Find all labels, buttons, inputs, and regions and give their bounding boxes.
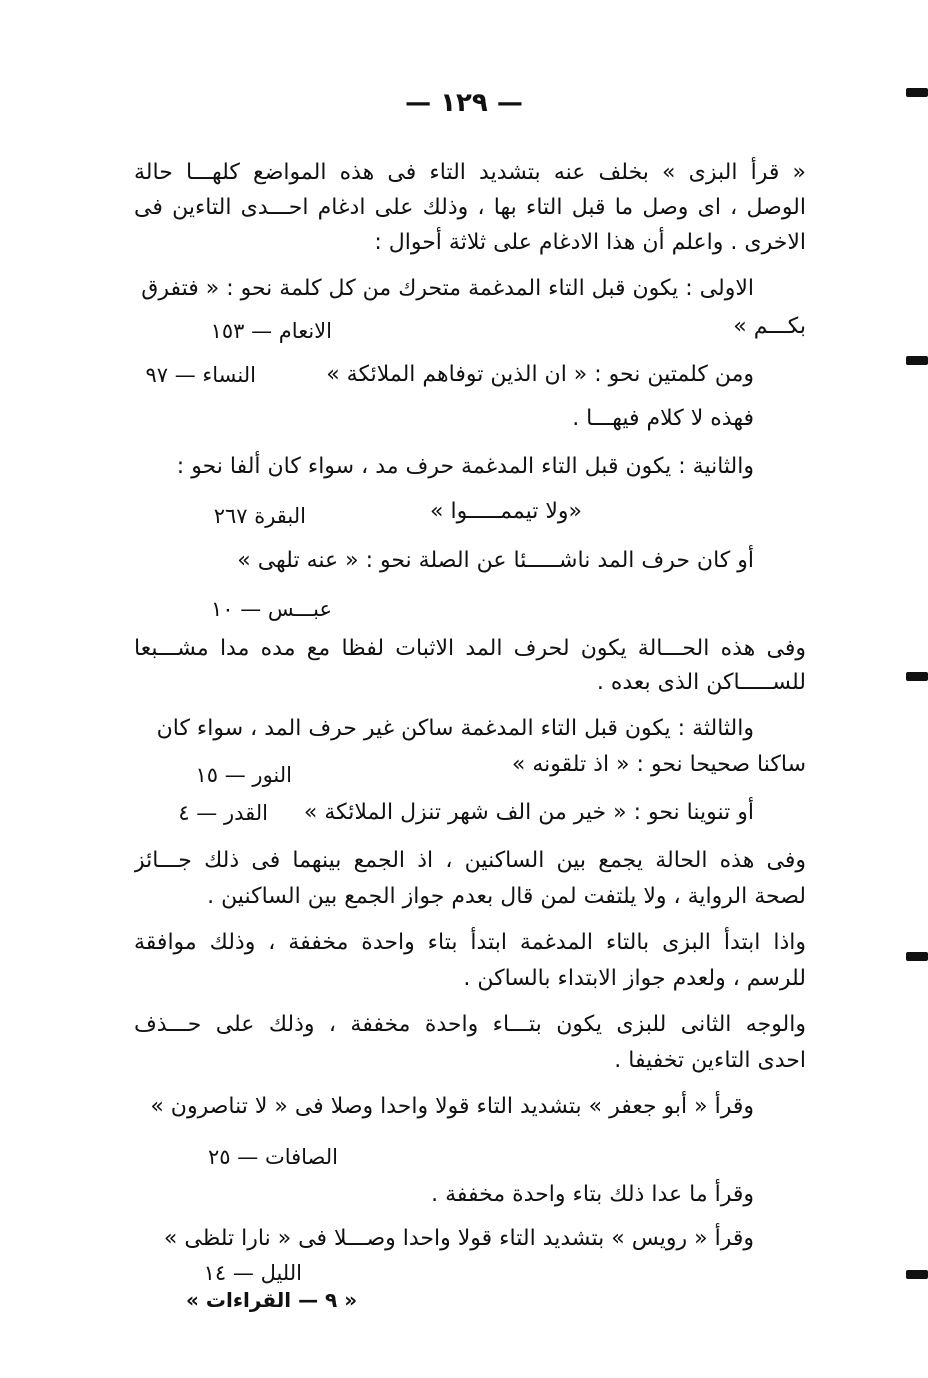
- text-line: « قرأ البزى » بخلف عنه بتشديد التاء فى هذه المواضع كلهـــا حالة: [134, 160, 806, 185]
- text-line: «ولا تيممـــــوا »: [430, 499, 582, 524]
- text-line: وقرأ « رويس » بتشديد التاء قولا واحدا وصـــلا فى « نارا تلظى »: [163, 1226, 754, 1251]
- text-line: الاخرى . واعلم أن هذا الادغام على ثلاثة أحوال :: [374, 230, 806, 255]
- text-line: للســـــاكن الذى بعده .: [596, 670, 806, 695]
- text-line: أو تنوينا نحو : « خير من الف شهر تنزل الملائكة »: [303, 800, 754, 825]
- text-line: بكـــم »: [733, 314, 806, 339]
- text-line: ومن كلمتين نحو : « ان الذين توفاهم الملائكة »: [326, 362, 754, 387]
- text-line: الاولى : يكون قبل التاء المدغمة متحرك من كل كلمة نحو : « فتفرق: [141, 276, 754, 301]
- text-line: احدى التاءين تخفيفا .: [614, 1048, 806, 1073]
- text-line: وقرأ « أبو جعفر » بتشديد التاء قولا واحدا وصلا فى « لا تناصرون »: [150, 1094, 754, 1119]
- text-line: لصحة الرواية ، ولا يلتفت لمن قال بعدم جواز الجمع بين الساكنين .: [207, 884, 806, 909]
- text-line: فهذه لا كلام فيهـــا .: [572, 406, 754, 431]
- margin-mark: [906, 1270, 928, 1279]
- text-line: وفى هذه الحـــالة يكون لحرف المد الاثبات لفظا مع مده مدا مشـــبعا: [134, 636, 806, 661]
- page-number: — ١٢٩ —: [405, 88, 523, 118]
- verse-reference: عبـــس — ١٠: [210, 597, 332, 621]
- margin-mark: [906, 952, 928, 961]
- verse-reference: النساء — ٩٧: [145, 363, 256, 387]
- footer-signature: « ٩ — القراءات »: [186, 1288, 358, 1312]
- text-line: للرسم ، ولعدم جواز الابتداء بالساكن .: [463, 966, 806, 991]
- verse-reference: الصافات — ٢٥: [208, 1145, 338, 1169]
- text-line: والثالثة : يكون قبل التاء المدغمة ساكن غير حرف المد ، سواء كان: [156, 716, 754, 741]
- text-line: وفى هذه الحالة يجمع بين الساكنين ، اذ الجمع بينهما فى ذلك جـــائز: [134, 848, 806, 873]
- verse-reference: الانعام — ١٥٣: [210, 319, 332, 343]
- text-line: والوجه الثانى للبزى يكون بتـــاء واحدة مخففة ، وذلك على حـــذف: [134, 1012, 806, 1037]
- text-line: ساكنا صحيحا نحو : « اذ تلقونه »: [511, 752, 806, 777]
- text-line: واذا ابتدأ البزى بالتاء المدغمة ابتدأ بتاء واحدة مخففة ، وذلك موافقة: [134, 930, 806, 955]
- verse-reference: القدر — ٤: [178, 801, 268, 825]
- text-line: أو كان حرف المد ناشـــــئا عن الصلة نحو : « عنه تلهى »: [237, 548, 754, 573]
- text-line: الوصل ، اى وصل ما قبل التاء بها ، وذلك على ادغام احـــدى التاءين فى: [134, 195, 806, 220]
- verse-reference: النور — ١٥: [195, 763, 292, 787]
- text-line: وقرأ ما عدا ذلك بتاء واحدة مخففة .: [431, 1182, 754, 1207]
- margin-mark: [906, 672, 928, 681]
- text-line: والثانية : يكون قبل التاء المدغمة حرف مد ، سواء كان ألفا نحو :: [176, 454, 754, 479]
- verse-reference: الليل — ١٤: [203, 1261, 302, 1285]
- margin-mark: [906, 356, 928, 365]
- verse-reference: البقرة ٢٦٧: [213, 504, 306, 528]
